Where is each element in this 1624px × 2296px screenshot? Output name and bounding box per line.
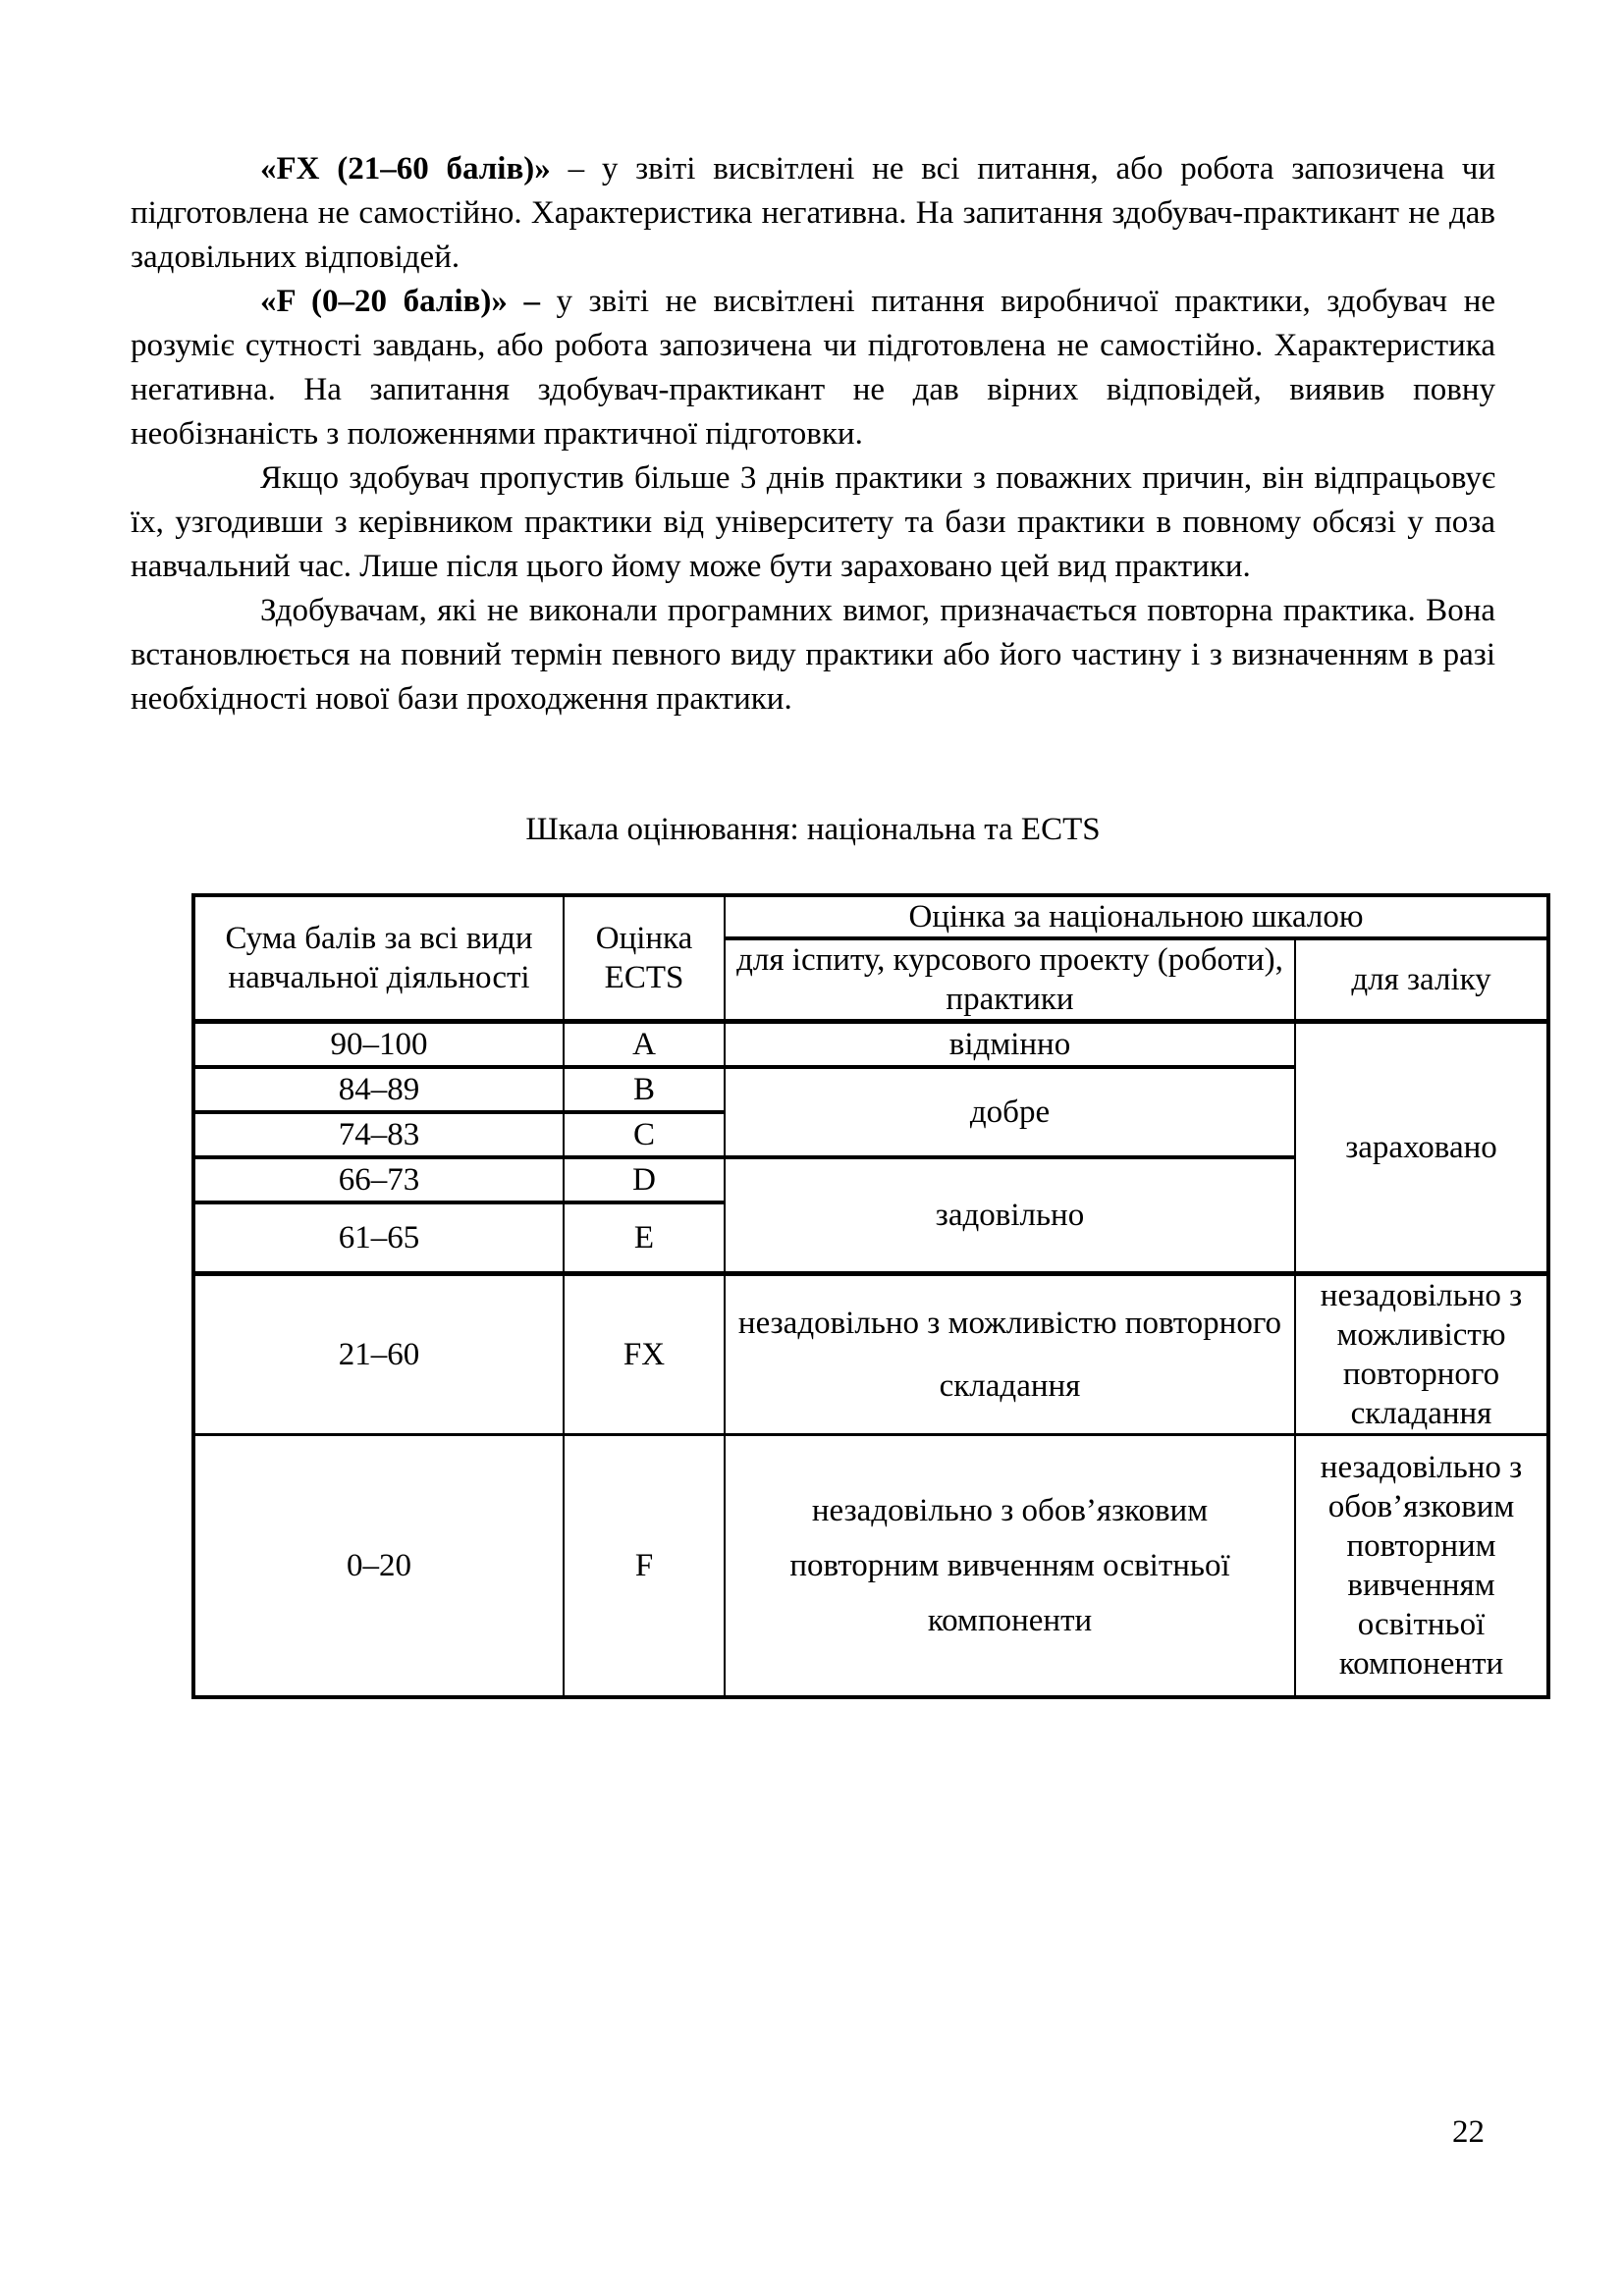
cell-d-score: 66–73 xyxy=(193,1157,564,1202)
cell-a-national: відмінно xyxy=(725,1022,1295,1068)
paragraph-repeat-practice-text: Здобувачам, які не виконали програмних вимог, призначається повторна практика. Вона встановлюється на повний термін певного виду практики або його частину і з визначенням в разі необхідності нової бази проходження практики. xyxy=(131,593,1495,717)
grade-f-label: «F (0–20 балів)» – xyxy=(260,284,540,319)
cell-f-national: незадовільно з обов’язковим повторним вивченням освітньої компоненти xyxy=(725,1434,1295,1697)
header-zalik-cell: для заліку xyxy=(1295,938,1548,1022)
cell-f-ects: F xyxy=(564,1434,725,1697)
header-national-scale-cell: Оцінка за національною шкалою xyxy=(725,895,1548,938)
table-row-fx xyxy=(193,1273,1548,1434)
cell-bc-national: добре xyxy=(725,1067,1295,1157)
cell-fx-ects: FX xyxy=(564,1273,725,1434)
header-ects-cell: Оцінка ECTS xyxy=(564,895,725,1022)
cell-fx-score: 21–60 xyxy=(193,1273,564,1434)
paragraph-fx xyxy=(131,147,1495,280)
paragraph-repeat-practice xyxy=(131,589,1495,721)
paragraph-missed-days-text: Якщо здобувач пропустив більше 3 днів практики з поважних причин, він відпрацьовує їх, узгодивши з керівником практики від університету та бази практики в повному обсязі у поза навчальний час. Лише після цього йому може бути зараховано цей вид практики. xyxy=(131,460,1495,584)
paragraph-missed-days xyxy=(131,456,1495,589)
grading-scale-title: Шкала оцінювання: національна та ECTS xyxy=(525,812,1101,847)
cell-e-ects: E xyxy=(564,1202,725,1273)
paragraph-fx-text: – у звіті висвітлені не всі питання, або робота запозичена чи підготовлена не самостійно. Характеристика негативна. На запитання здобувач-практикант не дав задовільних відповідей. xyxy=(131,151,1495,275)
cell-zalik-pass: зараховано xyxy=(1295,1022,1548,1274)
cell-f-score: 0–20 xyxy=(193,1434,564,1697)
table-header-row-1 xyxy=(193,895,1548,938)
paragraph-f-text: у звіті не висвітлені питання виробничої практики, здобувач не розуміє сутності завдань, або робота запозичена чи підготовлена не самостійно. Характеристика негативна. На запитання здобувач-практикант не дав вірних відповідей, виявив повну необізнаність з положеннями практичної підготовки. xyxy=(131,284,1495,452)
table-row-f xyxy=(193,1434,1548,1697)
page-number: 22 xyxy=(1452,2114,1485,2150)
header-sum-cell: Сума балів за всі види навчальної діяльності xyxy=(193,895,564,1022)
cell-d-ects: D xyxy=(564,1157,725,1202)
cell-f-zalik: незадовільно з обов’язковим повторним вивченням освітньої компоненти xyxy=(1295,1434,1548,1697)
grade-fx-label: «FX (21–60 балів)» xyxy=(260,151,551,187)
cell-b-ects: B xyxy=(564,1067,725,1112)
cell-c-ects: C xyxy=(564,1112,725,1157)
cell-de-national: задовільно xyxy=(725,1157,1295,1273)
cell-fx-national: незадовільно з можливістю повторного складання xyxy=(725,1273,1295,1434)
paragraph-f xyxy=(131,280,1495,456)
table-row-a xyxy=(193,1022,1548,1068)
cell-c-score: 74–83 xyxy=(193,1112,564,1157)
cell-a-score: 90–100 xyxy=(193,1022,564,1068)
cell-b-score: 84–89 xyxy=(193,1067,564,1112)
cell-e-score: 61–65 xyxy=(193,1202,564,1273)
header-exam-cell: для іспиту, курсового проекту (роботи), практики xyxy=(725,938,1295,1022)
cell-fx-zalik: незадовільно з можливістю повторного складання xyxy=(1295,1273,1548,1434)
cell-a-ects: A xyxy=(564,1022,725,1068)
page-content xyxy=(131,147,1523,1699)
grading-scale-table xyxy=(191,893,1550,1699)
